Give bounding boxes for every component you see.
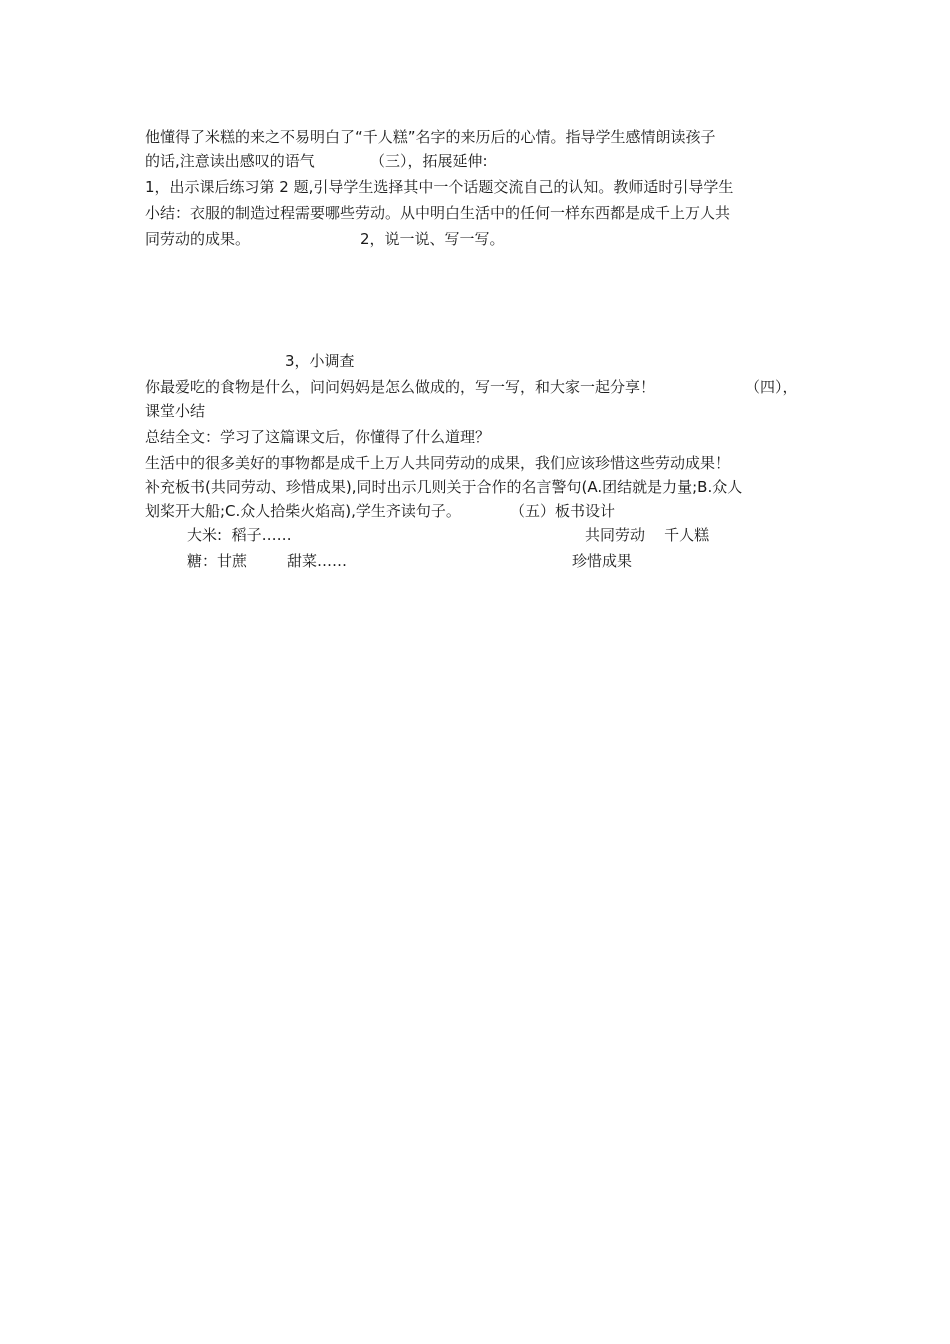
paragraph-line-10: 划桨开大船;C.众人拾柴火焰高),学生齐读句子。	[145, 502, 461, 520]
section-heading-5: （五）板书设计	[510, 502, 616, 520]
board-right-top: 共同劳动 千人糕	[585, 526, 710, 544]
section-heading-4-title: 课堂小结	[145, 402, 206, 420]
paragraph-line-2: 的话,注意读出感叹的语气	[145, 152, 315, 170]
paragraph-line-1: 他懂得了米糕的来之不易明白了“千人糕”名字的来历后的心情。指导学生感情朗读孩子	[145, 128, 716, 146]
paragraph-line-5: 同劳动的成果。	[145, 230, 251, 248]
board-sugar-extra: 甜菜……	[287, 552, 348, 570]
board-rice-label: 大米: 稻子……	[187, 526, 292, 544]
paragraph-line-9: 补充板书(共同劳动、珍惜成果),同时出示几则关于合作的名言警句(A.团结就是力量;B.众人	[145, 478, 743, 496]
section-heading-4: （四），	[745, 378, 798, 396]
task-line-2: 2，说一说、写一写。	[360, 230, 505, 248]
paragraph-line-6: 你最爱吃的食物是什么，问问妈妈是怎么做成的，写一写，和大家一起分享！	[145, 378, 656, 396]
task-line-3: 3，小调查	[285, 352, 355, 370]
paragraph-line-7: 总结全文：学习了这篇课文后，你懂得了什么道理？	[145, 428, 491, 446]
section-heading-3: （三），拓展延伸:	[370, 152, 488, 170]
board-sugar-label: 糖：甘蔗	[187, 552, 248, 570]
paragraph-line-8: 生活中的很多美好的事物都是成千上万人共同劳动的成果，我们应该珍惜这些劳动成果！	[145, 454, 731, 472]
paragraph-line-4: 小结：衣服的制造过程需要哪些劳动。从中明白生活中的任何一样东西都是成千上万人共	[145, 204, 731, 222]
paragraph-line-3: 1，出示课后练习第 2 题,引导学生选择其中一个话题交流自己的认知。教师适时引导学生	[145, 178, 734, 196]
board-right-bottom: 珍惜成果	[572, 552, 633, 570]
